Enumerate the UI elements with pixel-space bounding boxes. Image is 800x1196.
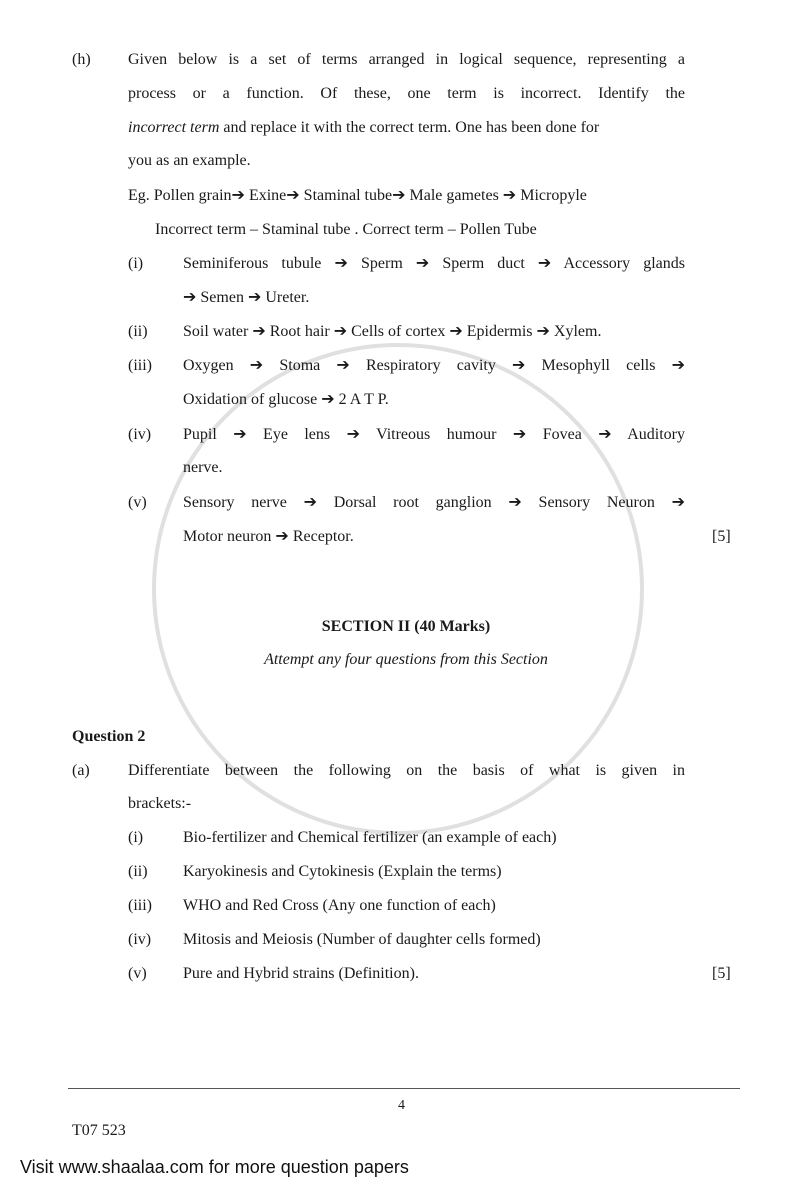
marks: [5]	[712, 965, 731, 982]
item-label: (ii)	[128, 863, 148, 880]
question-title: Question 2	[72, 728, 146, 745]
page-number: 4	[398, 1098, 405, 1113]
item-label: (i)	[128, 255, 144, 272]
item-text: Motor neuron ➔ Receptor.	[183, 528, 354, 545]
item-label: (v)	[128, 965, 147, 982]
question-label-a: (a)	[72, 762, 90, 779]
item-label: (i)	[128, 829, 144, 846]
item-text: ➔ Semen ➔ Ureter.	[183, 289, 310, 306]
item-text: Pure and Hybrid strains (Definition).	[183, 965, 419, 982]
example-answer: Incorrect term – Staminal tube . Correct term – Pollen Tube	[155, 221, 537, 238]
section-title: SECTION II (40 Marks)	[321, 618, 491, 635]
item-label: (ii)	[128, 323, 148, 340]
item-label: (v)	[128, 494, 147, 511]
item-text: WHO and Red Cross (Any one function of each)	[183, 897, 496, 914]
item-text: Sensory nerve ➔ Dorsal root ganglion ➔ Sensory Neuron ➔	[183, 494, 685, 511]
item-label: (iv)	[128, 426, 152, 443]
item-text: Karyokinesis and Cytokinesis (Explain the terms)	[183, 863, 502, 880]
paper-code: T07 523	[72, 1122, 126, 1139]
footer-link-text: Visit www.shaalaa.com for more question papers	[20, 1157, 409, 1177]
question-text: you as an example.	[128, 152, 251, 169]
item-text: nerve.	[183, 459, 223, 476]
item-text: Mitosis and Meiosis (Number of daughter cells formed)	[183, 931, 541, 948]
item-text: Oxygen ➔ Stoma ➔ Respiratory cavity ➔ Mesophyll cells ➔	[183, 357, 685, 374]
item-text: Oxidation of glucose ➔ 2 A T P.	[183, 391, 389, 408]
item-label: (iv)	[128, 931, 152, 948]
item-label: (iii)	[128, 357, 152, 374]
item-label: (iii)	[128, 897, 152, 914]
footer-rule	[68, 1088, 740, 1089]
section-instruction: Attempt any four questions from this Section	[264, 651, 548, 668]
question-text: brackets:-	[128, 795, 192, 812]
item-text: Soil water ➔ Root hair ➔ Cells of cortex ➔ Epidermis ➔ Xylem.	[183, 323, 602, 340]
item-text: Pupil ➔ Eye lens ➔ Vitreous humour ➔ Fovea ➔ Auditory	[183, 426, 685, 443]
item-text: Seminiferous tubule ➔ Sperm ➔ Sperm duct ➔ Accessory glands	[183, 255, 685, 272]
question-text-rest: and replace it with the correct term. One has been done for	[219, 119, 600, 136]
emphasis-text: incorrect term	[128, 119, 220, 136]
question-text	[128, 118, 599, 138]
question-label-h: (h)	[72, 51, 91, 68]
example-sequence: Eg. Pollen grain➔ Exine➔ Staminal tube➔ Male gametes ➔ Micropyle	[128, 187, 587, 204]
question-text: process or a function. Of these, one term is incorrect. Identify the	[128, 85, 685, 102]
question-text: Given below is a set of terms arranged in logical sequence, representing a	[128, 51, 685, 68]
question-text: Differentiate between the following on the basis of what is given in	[128, 762, 685, 779]
marks: [5]	[712, 528, 731, 545]
item-text: Bio-fertilizer and Chemical fertilizer (an example of each)	[183, 829, 557, 846]
